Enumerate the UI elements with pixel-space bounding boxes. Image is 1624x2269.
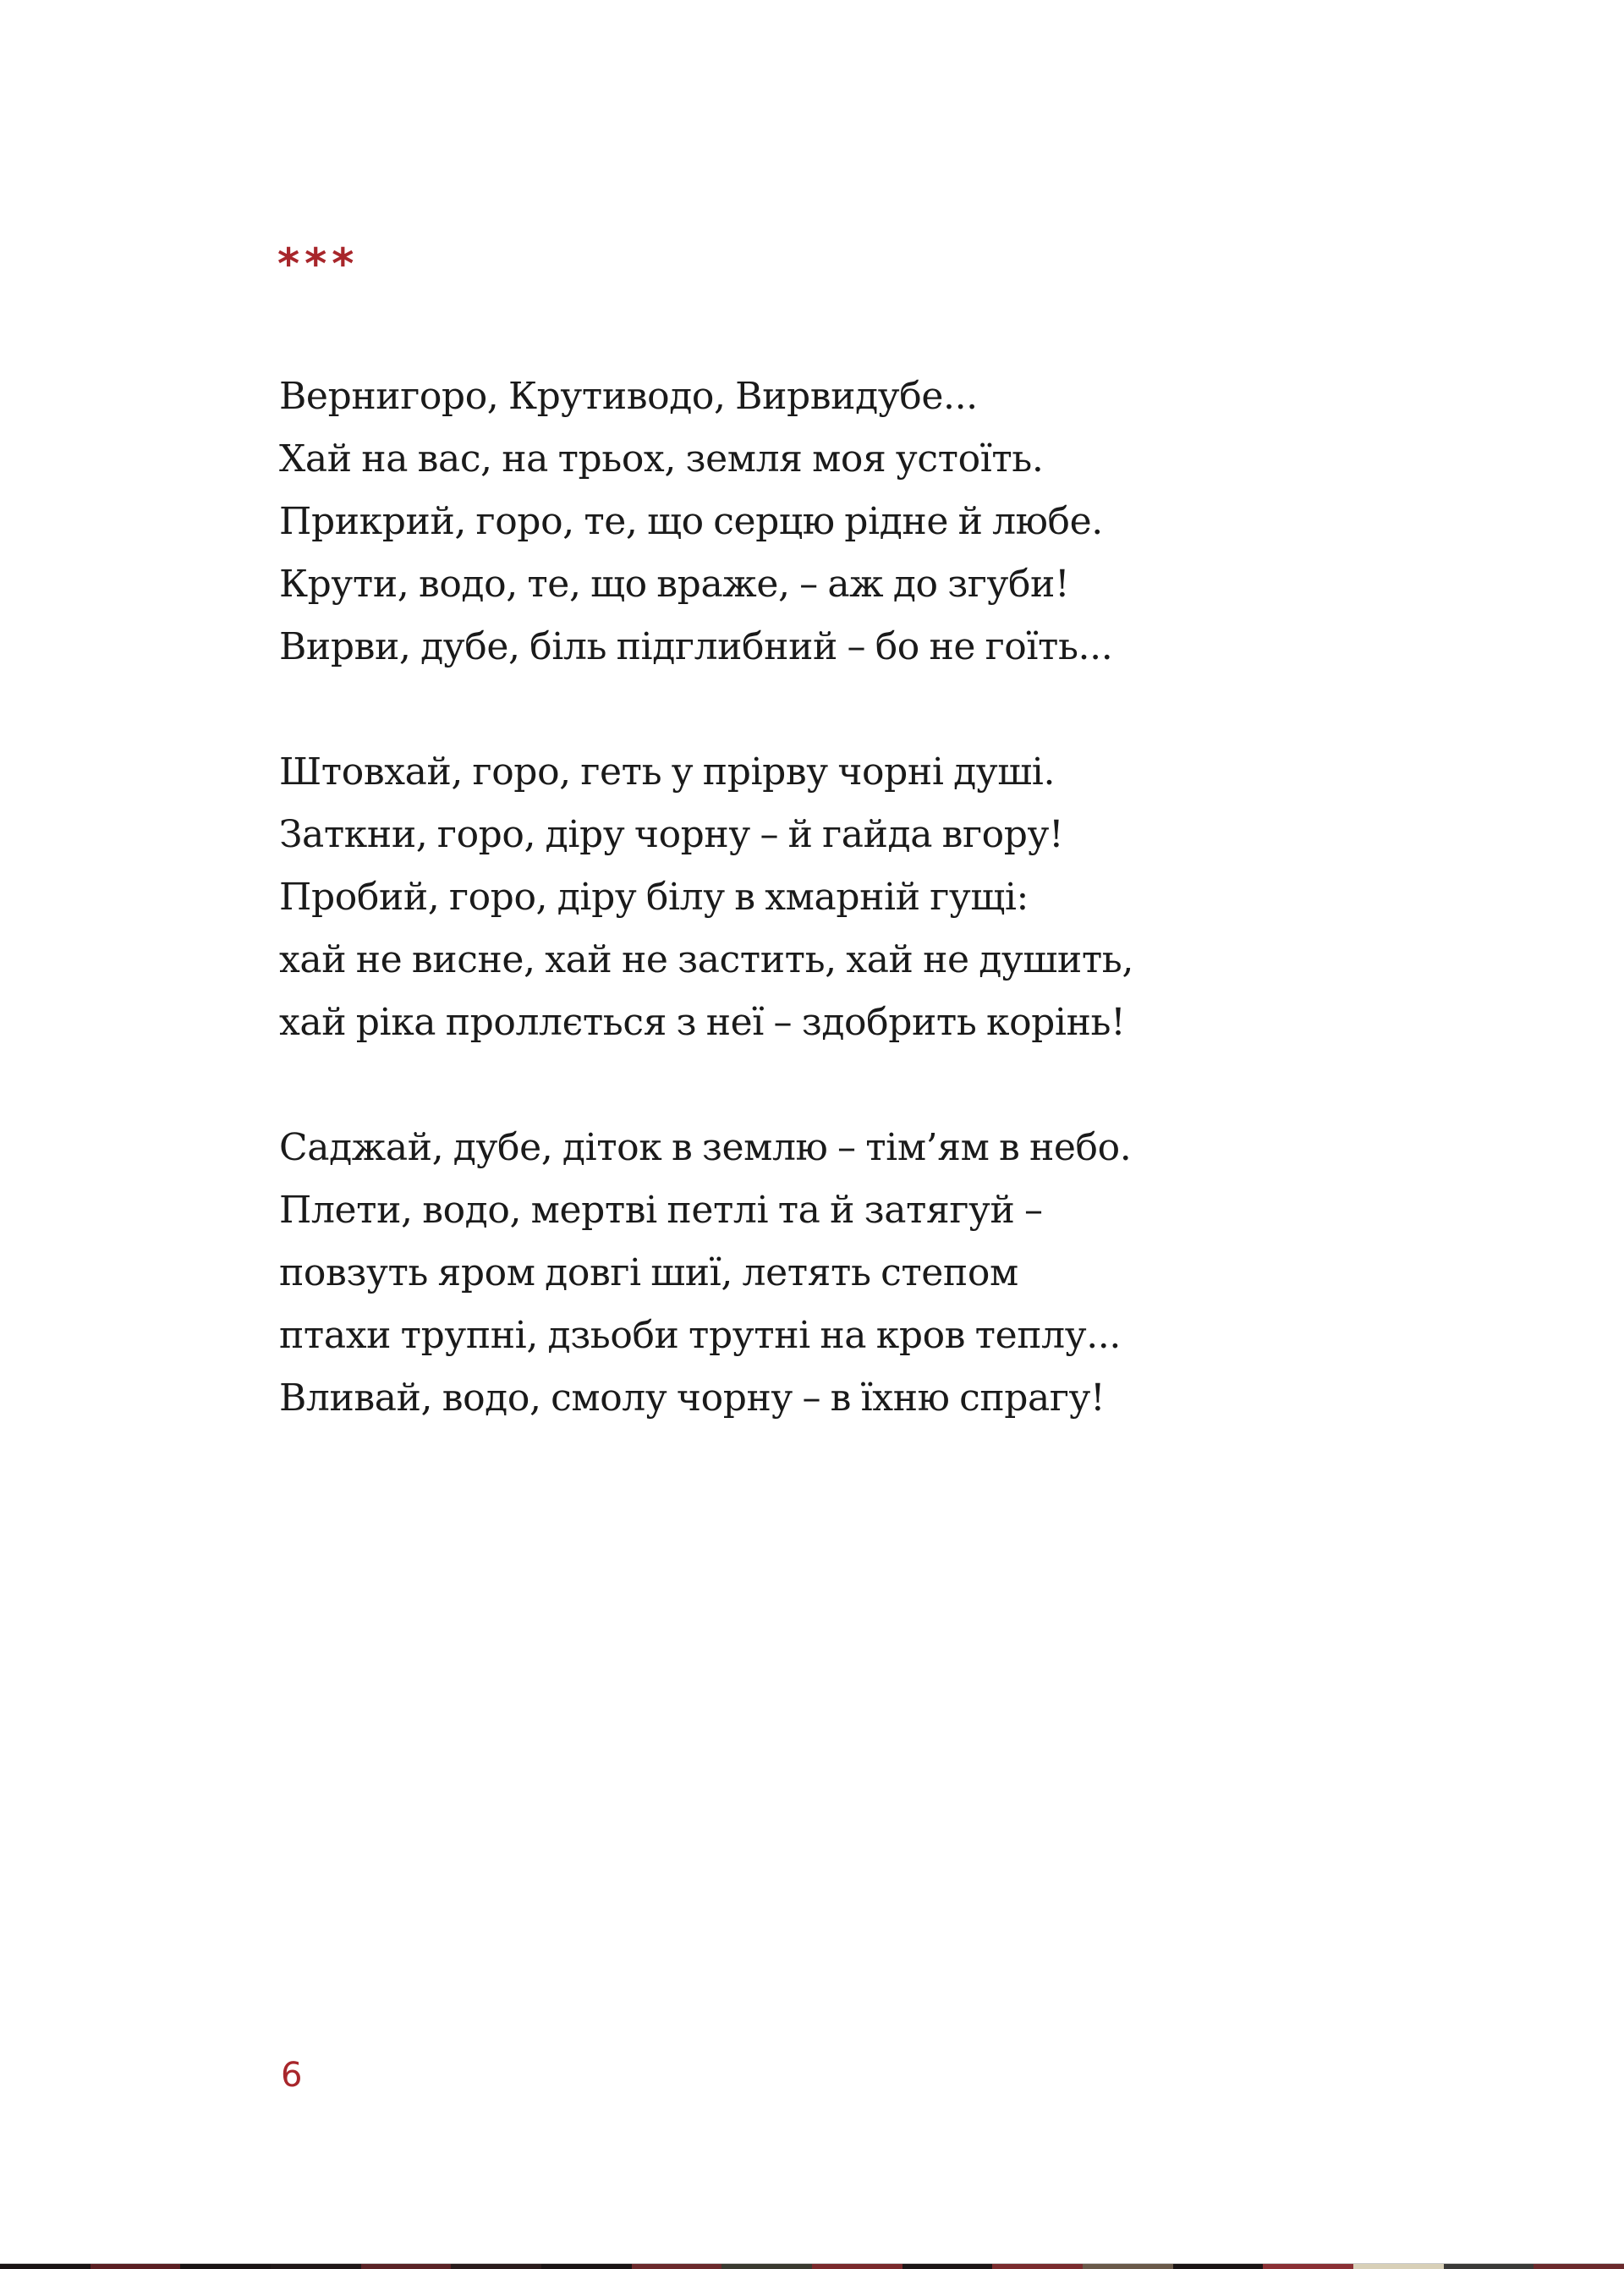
poem [279, 365, 1379, 1492]
poem-line: Прикрий, горо, те, що серцю рідне й любе. [279, 500, 1103, 543]
poem-line: Саджай, дубе, діток в землю – тім’ям в небо. [279, 1126, 1132, 1169]
poem-line: хай ріка проллється з неї – здобрить корінь! [279, 1001, 1126, 1044]
strip-segment [180, 2264, 271, 2269]
strip-segment [271, 2264, 361, 2269]
poem-line: Пробий, горо, діру білу в хмарній гущі: [279, 876, 1029, 919]
page-number: 6 [281, 2056, 303, 2095]
strip-segment [1533, 2264, 1624, 2269]
section-ornament-asterisks: *** [277, 239, 359, 288]
poem-line: Плети, водо, мертві петлі та й затягуй – [279, 1189, 1043, 1232]
strip-segment [632, 2264, 722, 2269]
poem-line: Вернигоро, Крутиводо, Вирвидубе... [279, 375, 978, 418]
strip-segment [812, 2264, 903, 2269]
strip-segment [721, 2264, 812, 2269]
poem-line: птахи трупні, дзьоби трутні на кров теплу... [279, 1314, 1121, 1357]
strip-segment [0, 2264, 91, 2269]
strip-segment [1263, 2264, 1353, 2269]
strip-segment [992, 2264, 1083, 2269]
poem-line: Вирви, дубе, біль підглибний – бо не гоїть... [279, 625, 1113, 668]
poem-line: Хай на вас, на трьох, земля моя устоїть. [279, 437, 1044, 481]
strip-segment [1444, 2264, 1534, 2269]
stanza-1 [279, 365, 1379, 679]
stanza-3 [279, 1117, 1379, 1430]
poem-line: повзуть яром довгі шиї, летять степом [279, 1251, 1018, 1294]
poem-line: Заткни, горо, діру чорну – й гайда вгору! [279, 813, 1064, 856]
poem-line: Штовхай, горо, геть у прірву чорні душі. [279, 750, 1056, 794]
strip-segment [451, 2264, 541, 2269]
next-page-edge-strip [0, 2263, 1624, 2269]
strip-segment [1353, 2264, 1444, 2269]
strip-segment [903, 2264, 993, 2269]
stanza-2 [279, 741, 1379, 1054]
strip-segment [1083, 2264, 1173, 2269]
poem-line: Вливай, водо, смолу чорну – в їхню спрагу! [279, 1376, 1106, 1420]
strip-segment [1173, 2264, 1264, 2269]
strip-segment [91, 2264, 181, 2269]
poem-line: хай не висне, хай не застить, хай не душить, [279, 938, 1133, 981]
poem-line: Крути, водо, те, що враже, – аж до згуби! [279, 563, 1070, 606]
strip-segment [541, 2264, 632, 2269]
strip-segment [361, 2264, 452, 2269]
